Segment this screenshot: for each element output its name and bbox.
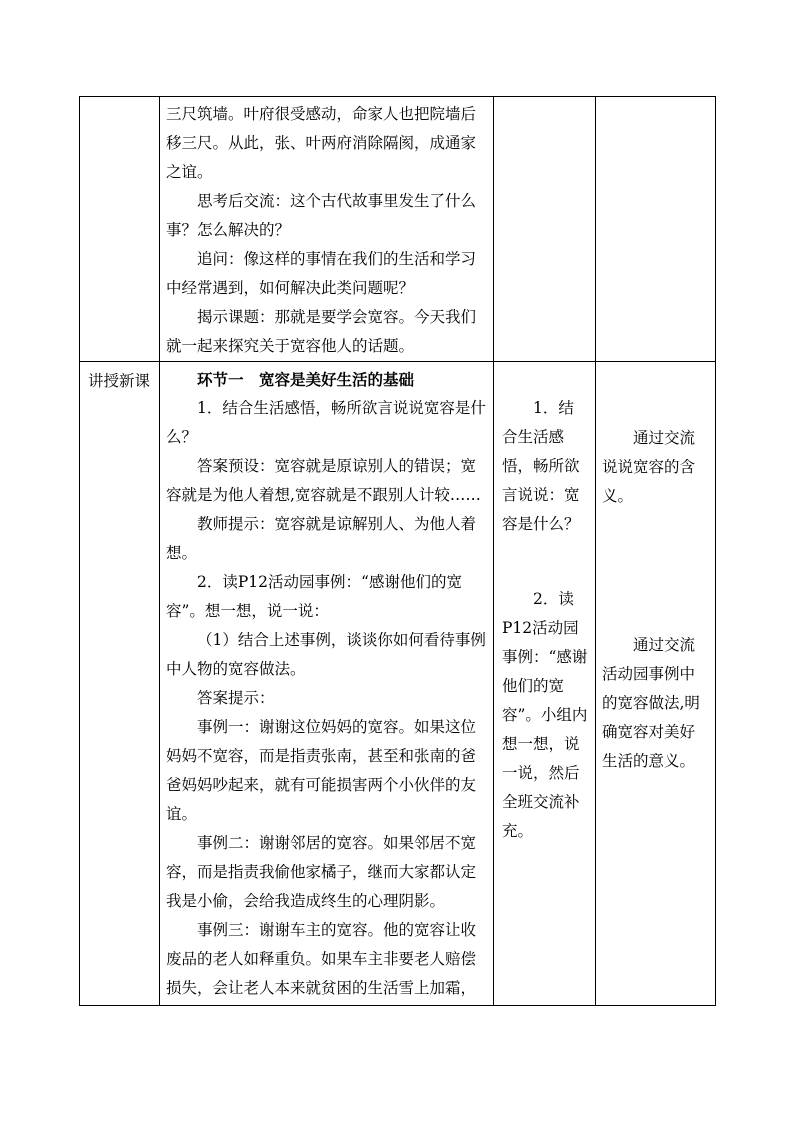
paragraph: 思考后交流：这个古代故事里发生了什么事？怎么解决的？: [166, 192, 477, 239]
paragraph: 事例一：谢谢这位妈妈的宽容。如果这位妈妈不宽容，而是指责张南，甚至和张南的爸爸妈妈吵起来，就有可能损害两个小伙伴的友谊。: [166, 718, 477, 823]
student-activity-cell: [494, 362, 596, 1006]
activity-item: 1．结合生活感悟，畅所欲言说说：宽容是什么？: [502, 399, 580, 533]
paragraph: （1）结合上述事例，谈谈你如何看待事例中人物的宽容做法。: [166, 631, 486, 678]
section-heading: 环节一 宽容是美好生活的基础: [197, 370, 415, 389]
paragraph: 答案提示：: [197, 689, 275, 707]
table-row: [80, 97, 716, 362]
intent-item: 通过交流说说宽容的含义。: [602, 429, 696, 505]
activity-item: 2．读P12活动园事例：“感谢他们的宽容”。小组内想一想，说一说，然后全班交流补充。: [502, 590, 588, 840]
lesson-plan-table: [79, 96, 716, 1006]
paragraph: 1．结合生活感悟，畅所欲言说说宽容是什么？: [166, 399, 486, 446]
paragraph: 三尺筑墙。叶府很受感动，命家人也把院墙后移三尺。从此，张、叶两府消除隔阂，成通家之谊。: [166, 105, 477, 181]
paragraph: 答案预设：宽容就是原谅别人的错误；宽容就是为他人着想,宽容就是不跟别人计较……: [166, 457, 481, 504]
design-intent-cell: [596, 362, 716, 1006]
design-intent-cell: [596, 97, 716, 362]
paragraph: 事例三：谢谢车主的宽容。他的宽容让收废品的老人如释重负。如果车主非要老人赔偿损失，会让老人本来就贫困的生活雪上加霜，: [166, 921, 477, 997]
stage-cell: [80, 362, 160, 1006]
paragraph: 教师提示：宽容就是谅解别人、为他人着想。: [166, 515, 477, 562]
table-row: [80, 362, 716, 1006]
student-activity-cell: [494, 97, 596, 362]
stage-cell: [80, 97, 160, 362]
teaching-process-cell: [160, 362, 494, 1006]
stage-label: 讲授新课: [88, 372, 151, 390]
paragraph: 事例二：谢谢邻居的宽容。如果邻居不宽容，而是指责我偷他家橘子，继而大家都认定我是小偷，会给我造成终生的心理阴影。: [166, 834, 477, 910]
paragraph: 2．读P12活动园事例：“感谢他们的宽容”。想一想，说一说：: [166, 573, 462, 620]
paragraph: 揭示课题：那就是要学会宽容。今天我们就一起来探究关于宽容他人的话题。: [166, 308, 477, 355]
paragraph: 追问：像这样的事情在我们的生活和学习中经常遇到，如何解决此类问题呢？: [166, 250, 477, 297]
intent-item: 通过交流活动园事例中的宽容做法,明确宽容对美好生活的意义。: [602, 636, 700, 770]
teaching-process-cell: [160, 97, 494, 362]
